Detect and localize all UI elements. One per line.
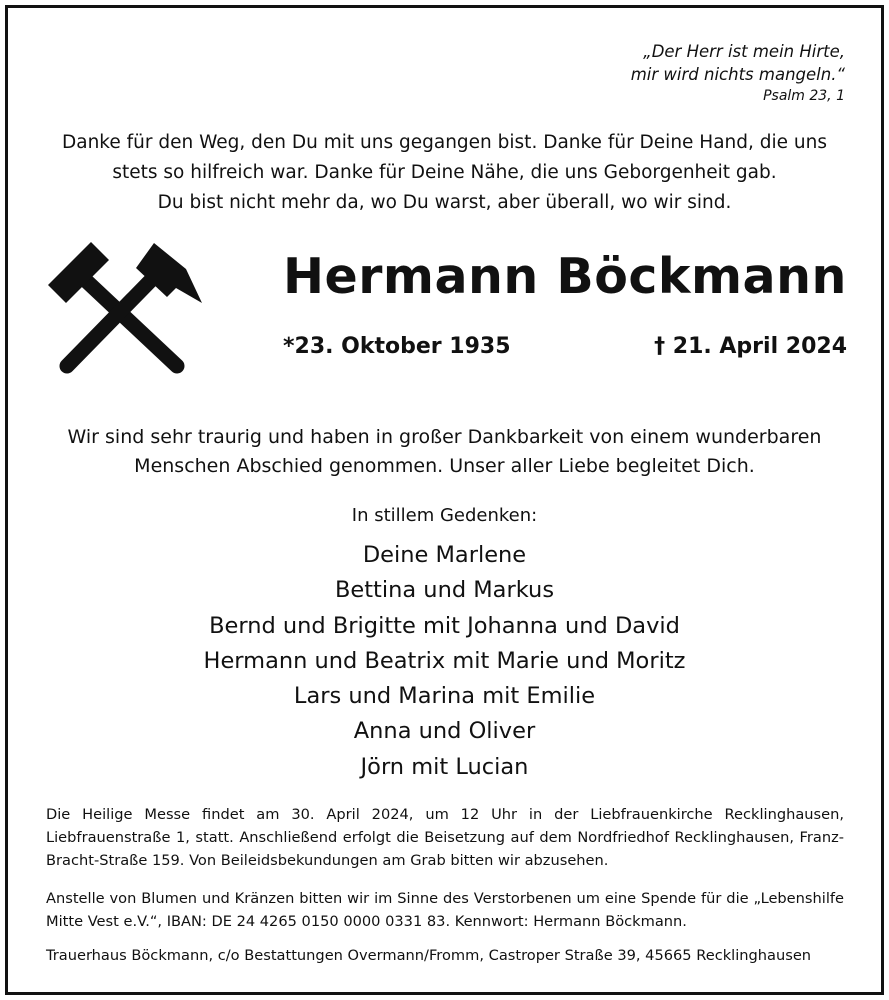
verse-line: stets so hilfreich war. Danke für Deine Nähe, die uns Geborgenheit gab. [112,162,777,183]
mourner: Bernd und Brigitte mit Johanna und David [209,612,680,639]
bible-quote [631,40,845,106]
farewell-message [0,423,889,481]
donation-notice: Anstelle von Blumen und Kränzen bitten wir im Sinne des Verstorbenen um eine Spende für die „Lebenshilfe Mitte Vest e.V.“, IBAN: DE 24 4265 0150 0000 0331 83. Kennwort: Hermann Böckmann. [46,890,844,930]
hammer-and-pick-icon [40,235,205,380]
funeral-mass-notice: Die Heilige Messe findet am 30. April 2024, um 12 Uhr in der Liebfrauenkirche Recklinghausen, Liebfrauenstraße 1, statt. Anschließend erfolgt die Beisetzung auf dem Nordfriedhof Recklinghausen, Franz-Bracht-Straße 159. Von Beileidsbekundungen am Grab bitten wir abzusehen. [46,806,844,869]
quote-line: mir wird nichts mangeln.“ [630,65,845,84]
mourner: Lars und Marina mit Emilie [293,683,596,710]
death-date: † 21. April 2024 [654,334,847,359]
verse-line: Danke für den Weg, den Du mit uns gegangen bist. Danke für Deine Hand, die uns [61,132,828,153]
thanks-verse [0,128,889,218]
mourner: Hermann und Beatrix mit Marie und Moritz [203,647,686,674]
mourners-list [0,538,889,785]
mourner: Anna und Oliver [353,718,536,745]
deceased-name: Hermann Böckmann [283,248,847,305]
mourner: Bettina und Markus [334,577,555,604]
message-line: Menschen Abschied genommen. Unser aller Liebe begleitet Dich. [134,455,755,477]
birth-date: *23. Oktober 1935 [283,334,511,359]
quote-line: „Der Herr ist mein Hirte, [643,42,845,61]
verse-line: Du bist nicht mehr da, wo Du warst, aber überall, wo wir sind. [157,192,732,213]
mourner: Jörn mit Lucian [360,753,529,780]
memory-label: In stillem Gedenken: [351,505,538,526]
message-line: Wir sind sehr traurig und haben in großer Dankbarkeit von einem wunderbaren [67,426,822,448]
mourner: Deine Marlene [362,542,527,568]
mourning-house-address: Trauerhaus Böckmann, c/o Bestattungen Overmann/Fromm, Castroper Straße 39, 45665 Recklinghausen [46,947,812,964]
quote-source: Psalm 23, 1 [763,88,845,104]
